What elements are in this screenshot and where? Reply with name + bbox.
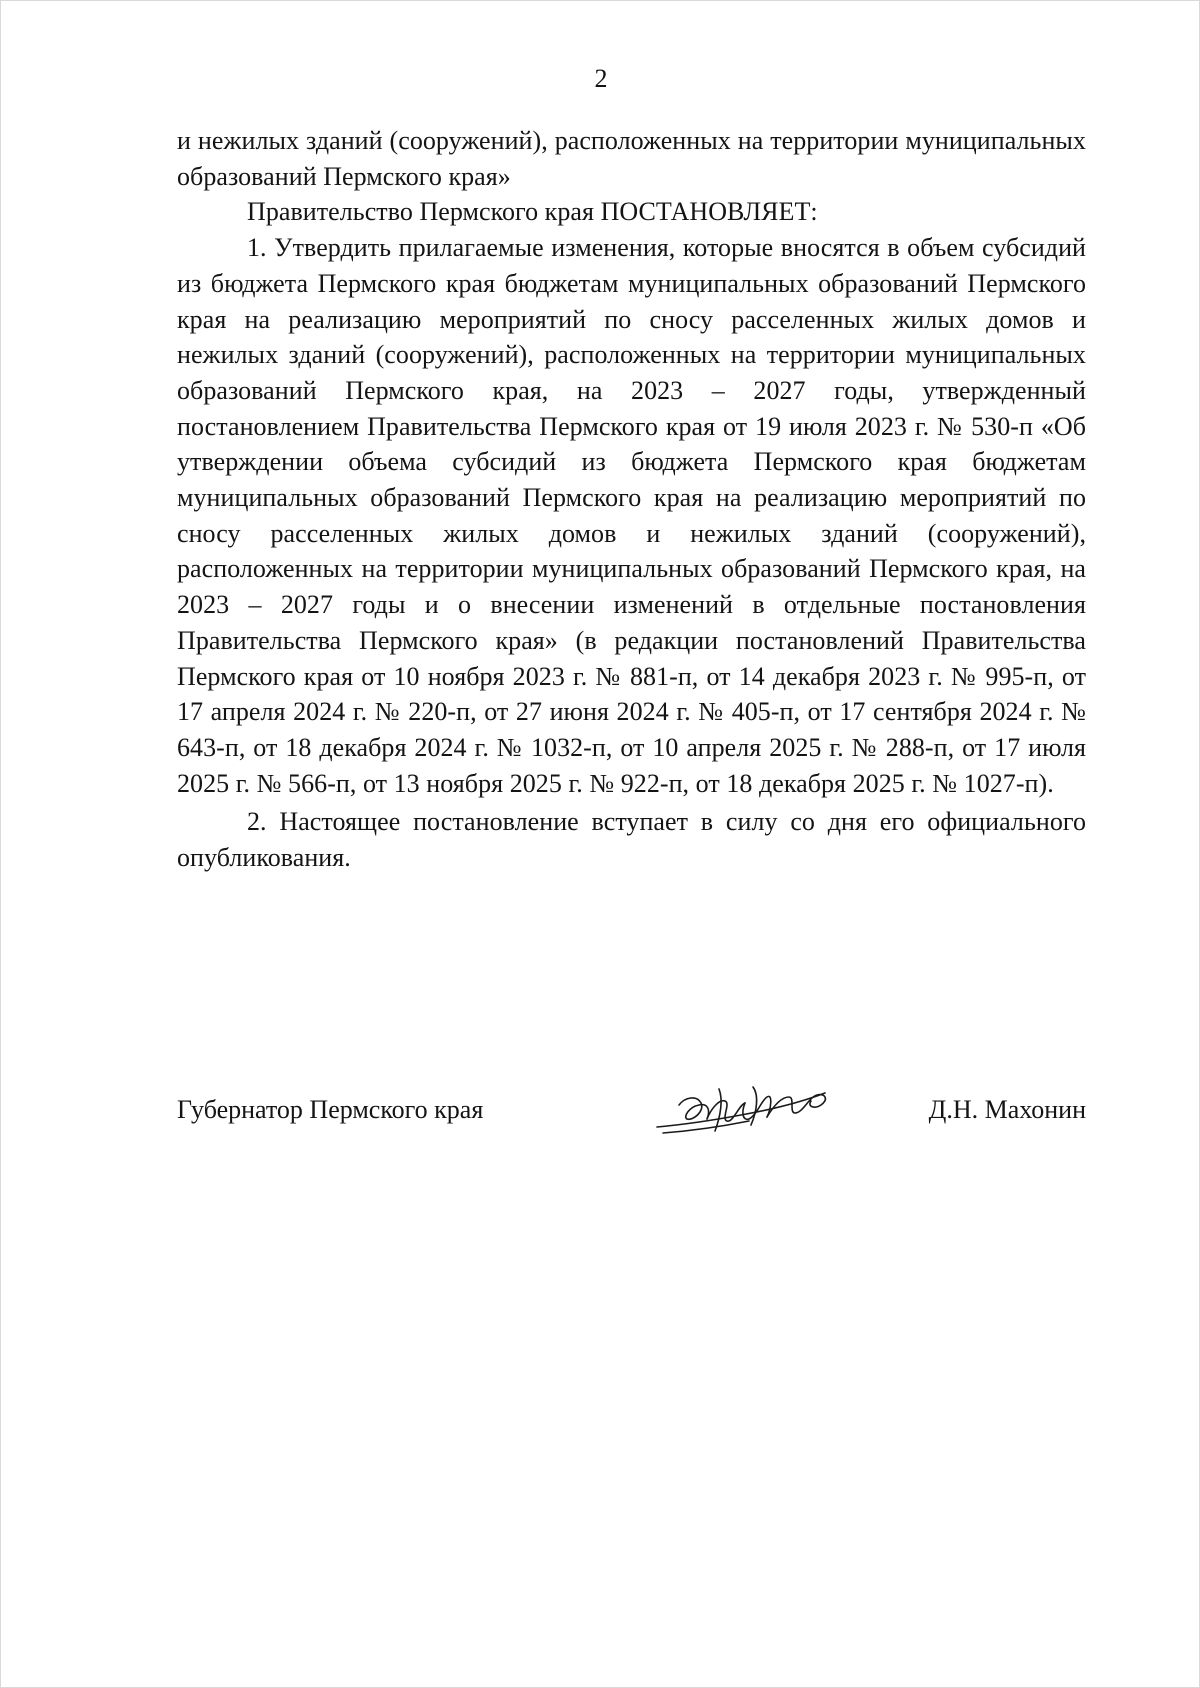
- signature-stroke: [767, 1095, 825, 1117]
- paragraph-continuation: и нежилых зданий (сооружений), расположенных на территории муниципальных образований Пермского края»: [177, 126, 1086, 191]
- signature-stroke: [751, 1087, 757, 1125]
- signature-block: [177, 1089, 1086, 1149]
- signature-stroke: [715, 1089, 721, 1131]
- page-number: 2: [594, 64, 608, 93]
- signature-stroke: [679, 1098, 709, 1119]
- signatory-name: Д.Н. Махонин: [928, 1095, 1086, 1124]
- signature-stroke: [707, 1101, 745, 1121]
- paragraph-resolution: Правительство Пермского края ПОСТАНОВЛЯЕТ:: [247, 197, 818, 227]
- document-body: [177, 123, 1086, 876]
- signatory-title: Губернатор Пермского края: [177, 1095, 484, 1124]
- handwritten-signature: [649, 1075, 849, 1145]
- paragraph-item-2: 2. Настоящее постановление вступает в силу со дня его официального опубликования.: [177, 807, 1086, 873]
- signature-stroke: [663, 1121, 749, 1133]
- paragraph-item-1: 1. Утвердить прилагаемые изменения, которые вносятся в объем субсидий из бюджета Пермского края бюджетам муниципальных образований Пермского края на реализацию мероприятий по сносу расселенных жилых домов и нежилых зданий (сооружений), расположенных на территории муниципальных образований Пермского края, на 2023 – 2027 годы, утвержденный постановлением Правительства Пермского края от 19 июля 2023 г. № 530-п «Об утверждении объема субсидий из бюджета Пермского края бюджетам муниципальных образований Пермского края на реализацию мероприятий по сносу расселенных жилых домов и нежилых зданий (сооружений), расположенных на территории муниципальных образований Пермского края, на 2023 – 2027 годы и о внесении изменений в отдельные постановления Правительства Пермского края» (в редакции постановлений Правительства Пермского края от 10 ноября 2023 г. № 881-п, от 14 декабря 2023 г. № 995-п, от 17 апреля 2024 г. № 220-п, от 27 июня 2024 г. № 405-п, от 17 сентября 2024 г. № 643-п, от 18 декабря 2024 г. № 1032-п, от 10 апреля 2025 г. № 288-п, от 17 июля 2025 г. № 566-п, от 13 ноября 2025 г. № 922-п, от 18 декабря 2025 г. № 1027-п).: [177, 233, 1086, 798]
